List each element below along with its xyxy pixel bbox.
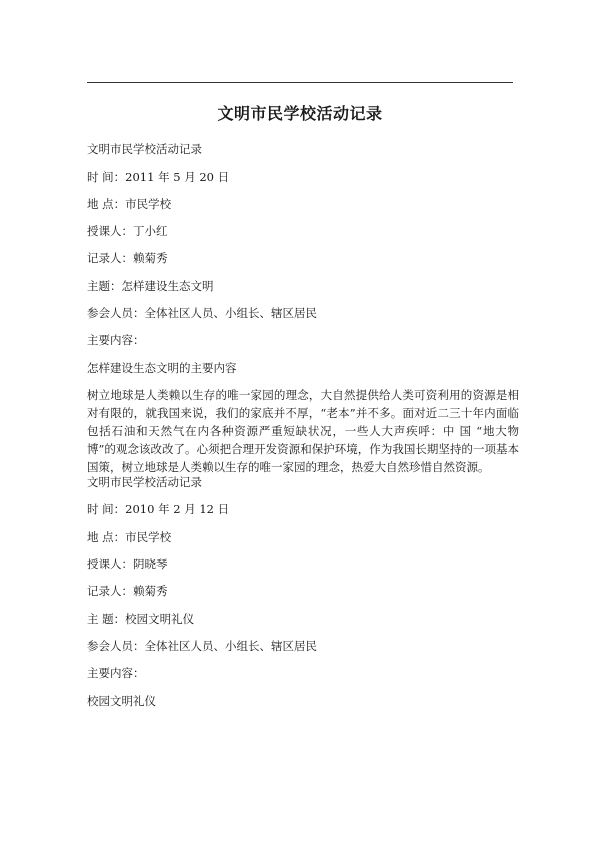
document-title: 文明市民学校活动记录: [217, 104, 383, 123]
record2-time: 时 间：2010 年 2 月 12 日: [87, 502, 230, 516]
record1-content-heading: 怎样建设生态文明的主要内容: [87, 361, 237, 375]
record1-content-body: 树立地球是人类赖以生存的唯一家园的理念，大自然提供给人类可资利用的资源是相对有限的，就我国来说，我们的家底并不厚，“老本”并不多。面对近二三十年内面临包括石油和天然气在内各种资源严重短缺状况，一些人大声疾呼：中 国 “地大物博”的观念该改改了。心须把合理开发资源和保护环境，作为我国长期坚持的一项基本国策，树立地球是人类赖以生存的唯一家园的理念，热爱大自然珍惜自然资源。: [87, 388, 519, 474]
record2-content-label: 主要内容：: [87, 666, 145, 680]
record1-recorder: 记录人：赖菊秀: [87, 251, 168, 265]
record1-time: 时 间：2011 年 5 月 20 日: [87, 170, 230, 184]
record2-teacher: 授课人：阴晓琴: [87, 557, 168, 571]
record2-attendees: 参会人员：全体社区人员、小组长、辖区居民: [87, 639, 317, 653]
record1-content-label: 主要内容：: [87, 333, 145, 347]
record2-heading: 文明市民学校活动记录: [87, 475, 202, 489]
record1-heading: 文明市民学校活动记录: [87, 142, 202, 156]
record2-recorder: 记录人：赖菊秀: [87, 584, 168, 598]
record1-place: 地 点：市民学校: [87, 197, 172, 211]
record2-place: 地 点：市民学校: [87, 530, 172, 544]
header-rule: [87, 82, 513, 83]
record1-attendees: 参会人员：全体社区人员、小组长、辖区居民: [87, 306, 317, 320]
record2-topic: 主 题：校园文明礼仪: [87, 612, 195, 626]
record1-teacher: 授课人：丁小红: [87, 224, 168, 238]
record2-content-heading: 校园文明礼仪: [87, 694, 156, 708]
record1-topic: 主题：怎样建设生态文明: [87, 279, 214, 293]
